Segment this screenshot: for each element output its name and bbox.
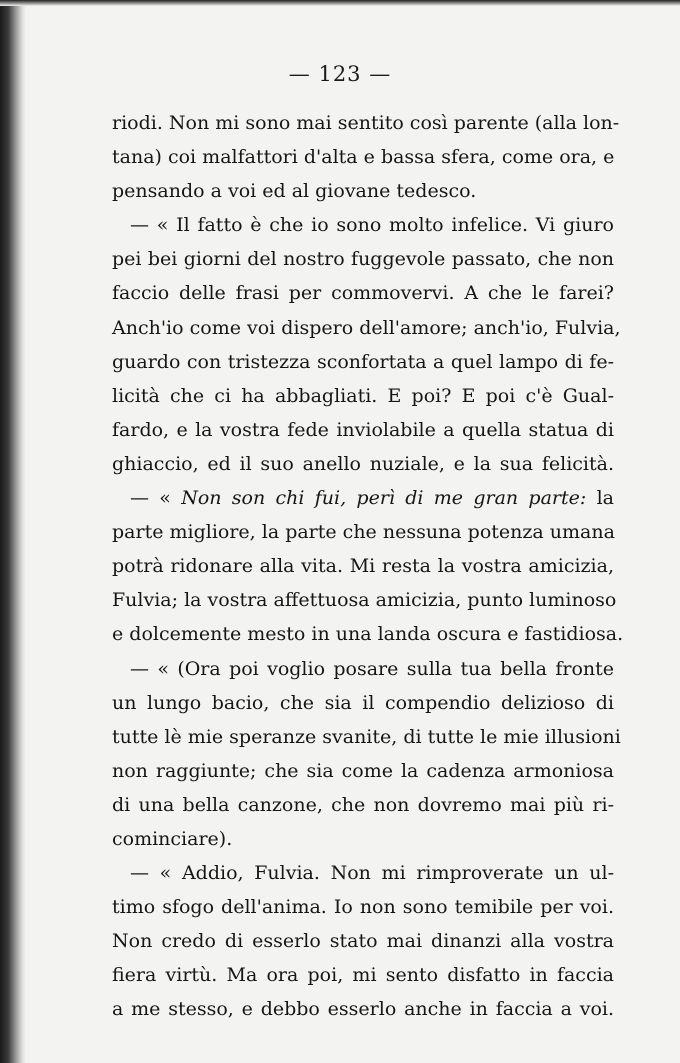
- text-line: licità che ci ha abbagliati. E poi? E poi c'è Gual-: [112, 384, 614, 407]
- text-line: ghiaccio, ed il suo anello nuziale, e la sua felicità.: [112, 452, 614, 475]
- text-line: pensando a voi ed al giovane tedesco.: [112, 180, 477, 203]
- text-line: cominciare).: [112, 827, 233, 850]
- text-line: — « Addio, Fulvia. Non mi rimproverate un ul-: [130, 862, 614, 885]
- text-line: timo sfogo dell'anima. Io non sono temibile per voi.: [112, 896, 614, 919]
- text-line: tutte lè mie speranze svanite, di tutte le mie illusioni: [112, 725, 621, 748]
- text-line: pei bei giorni del nostro fuggevole passato, che non: [112, 248, 614, 271]
- text-line: Anch'io come voi dispero dell'amore; anch'io, Fulvia,: [112, 316, 621, 339]
- text-line: tana) coi malfattori d'alta e bassa sfera, come ora, e: [112, 146, 615, 169]
- text-line: — « Il fatto è che io sono molto infelice. Vi giuro: [130, 214, 614, 237]
- italic-quotation: Non son chi fui, perì di me gran parte:: [181, 487, 587, 510]
- text-line-prefix: — «: [130, 487, 182, 510]
- text-line: riodi. Non mi sono mai sentito così parente (alla lon-: [112, 112, 620, 134]
- text-line: Fulvia; la vostra affettuosa amicizia, punto luminoso: [112, 589, 617, 612]
- book-spine-shadow: [0, 0, 26, 1063]
- page-top-edge: [0, 0, 680, 6]
- text-line-suffix: la: [586, 487, 614, 510]
- text-line: faccio delle frasi per commovervi. A che le farei?: [112, 282, 614, 305]
- text-line: un lungo bacio, che sia il compendio delizioso di: [112, 691, 614, 714]
- text-line: non raggiunte; che sia come la cadenza armoniosa: [112, 759, 614, 782]
- text-line: e dolcemente mesto in una landa oscura e fastidiosa.: [112, 623, 624, 646]
- text-line: fardo, e la vostra fede inviolabile a quella statua di: [112, 418, 614, 441]
- text-line: di una bella canzone, che non dovremo mai più ri-: [112, 793, 614, 816]
- page-number: — 123 —: [288, 62, 392, 86]
- text-line: a me stesso, e debbo esserlo anche in faccia a voi.: [112, 998, 614, 1021]
- text-line: — « (Ora poi voglio posare sulla tua bella fronte: [130, 657, 614, 680]
- text-line: parte migliore, la parte che nessuna potenza umana: [112, 521, 615, 544]
- body-text: [112, 106, 624, 1027]
- text-line: guardo con tristezza sconfortata a quel lampo di fe-: [112, 350, 614, 373]
- text-line: potrà ridonare alla vita. Mi resta la vostra amicizia,: [112, 555, 614, 578]
- text-line: Non credo di esserlo stato mai dinanzi alla vostra: [112, 930, 614, 953]
- text-line: [112, 481, 614, 515]
- text-line: fiera virtù. Ma ora poi, mi sento disfatto in faccia: [112, 964, 614, 987]
